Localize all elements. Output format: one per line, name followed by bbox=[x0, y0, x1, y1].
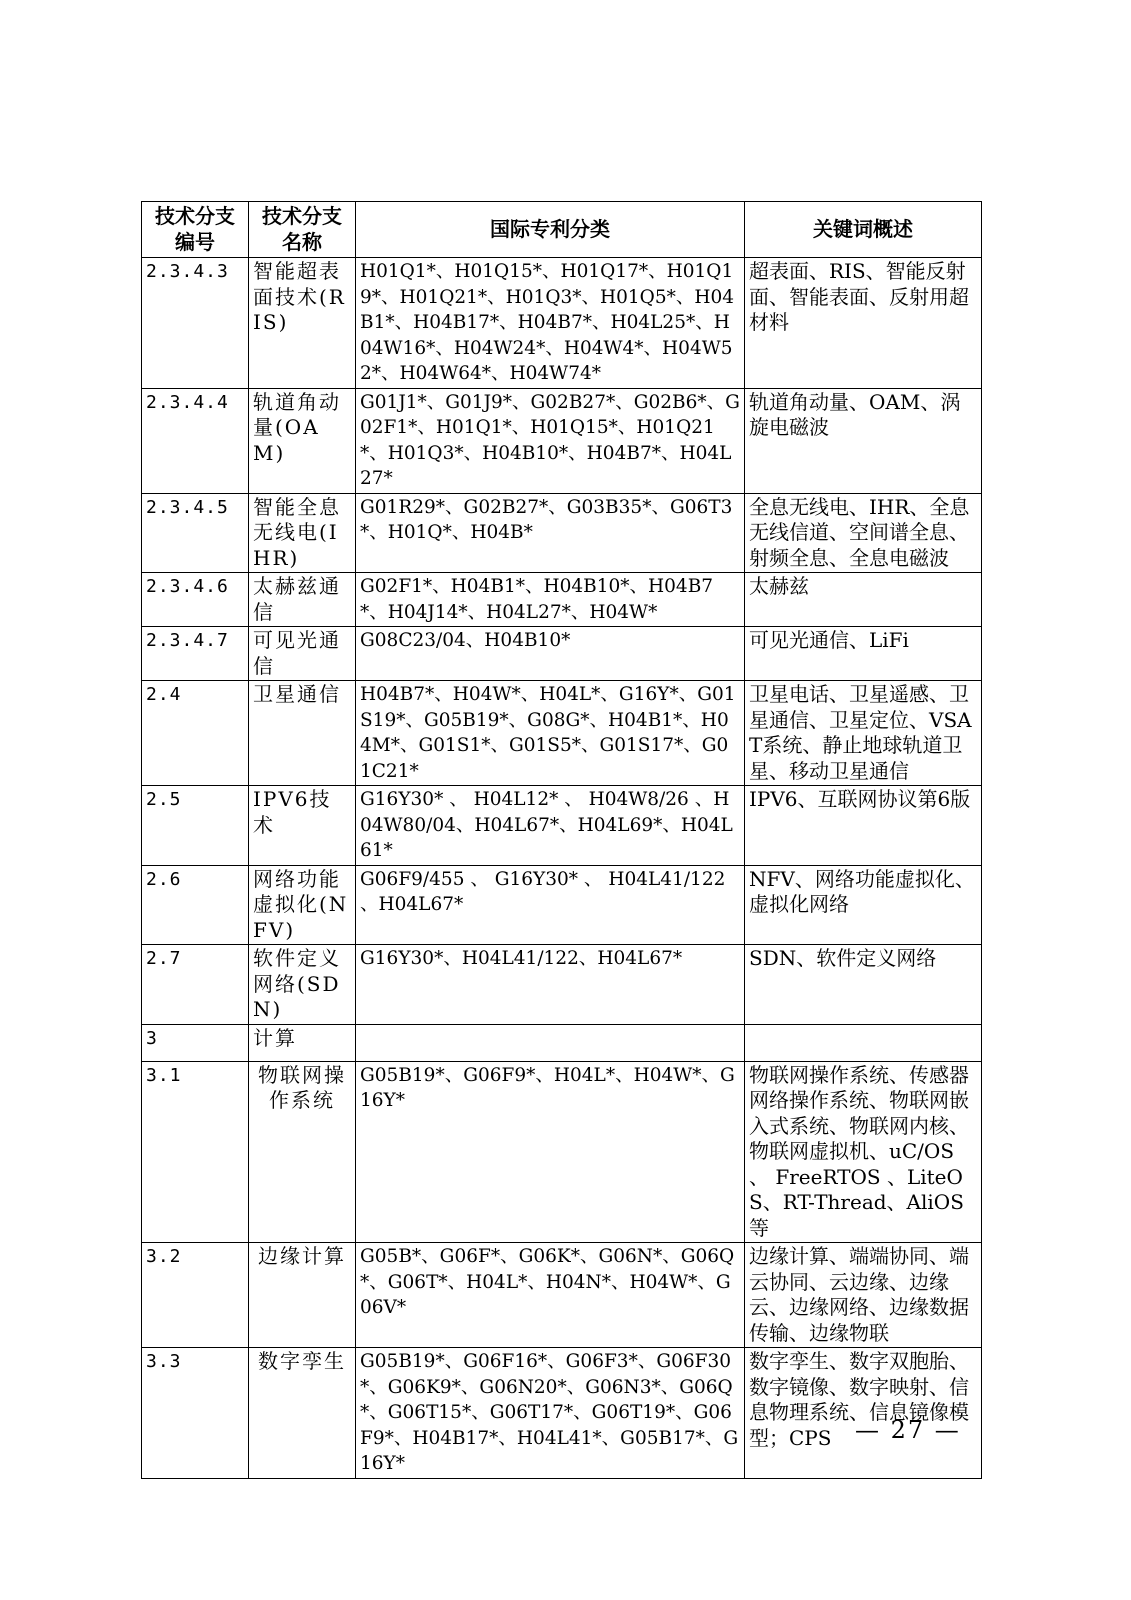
table-row bbox=[142, 493, 982, 573]
row-ipc: G16Y30*、H04L41/122、H04L67* bbox=[356, 945, 745, 1025]
row-keywords: 卫星电话、卫星遥感、卫星通信、卫星定位、VSAT系统、静止地球轨道卫星、移动卫星通信 bbox=[745, 681, 982, 786]
row-keywords: 可见光通信、LiFi bbox=[745, 627, 982, 681]
row-ipc: G08C23/04、H04B10* bbox=[356, 627, 745, 681]
row-keywords: 全息无线电、IHR、全息无线信道、空间谱全息、射频全息、全息电磁波 bbox=[745, 493, 982, 573]
row-name: 数字孪生 bbox=[249, 1348, 356, 1479]
row-ipc: G02F1*、H04B1*、H04B10*、H04B7*、H04J14*、H04L27*、H04W* bbox=[356, 573, 745, 627]
row-name: 太赫兹通信 bbox=[249, 573, 356, 627]
row-name: 计算 bbox=[249, 1024, 356, 1061]
table-row bbox=[142, 945, 982, 1025]
row-ipc: G05B19*、G06F9*、H04L*、H04W*、G16Y* bbox=[356, 1061, 745, 1243]
header-code: 技术分支编号 bbox=[142, 202, 249, 258]
row-code: 3.1 bbox=[142, 1061, 249, 1243]
row-ipc: G16Y30* 、 H04L12* 、 H04W8/26 、H04W80/04、H04L67*、H04L69*、H04L61* bbox=[356, 786, 745, 866]
row-keywords: 超表面、RIS、智能反射面、智能表面、反射用超材料 bbox=[745, 258, 982, 389]
table-row bbox=[142, 388, 982, 493]
row-code: 2.4 bbox=[142, 681, 249, 786]
row-ipc: G05B*、G06F*、G06K*、G06N*、G06Q*、G06T*、H04L*、H04N*、H04W*、G06V* bbox=[356, 1243, 745, 1348]
row-name: 网络功能虚拟化(NFV) bbox=[249, 865, 356, 945]
row-code: 3.3 bbox=[142, 1348, 249, 1479]
row-ipc: G05B19*、G06F16*、G06F3*、G06F30*、G06K9*、G06N20*、G06N3*、G06Q*、G06T15*、G06T17*、G06T19*、G06F9*、H04B17*、H04L41*、G05B17*、G16Y* bbox=[356, 1348, 745, 1479]
table-row bbox=[142, 1024, 982, 1061]
row-keywords: 边缘计算、端端协同、端云协同、云边缘、边缘云、边缘网络、边缘数据传输、边缘物联 bbox=[745, 1243, 982, 1348]
row-ipc bbox=[356, 1024, 745, 1061]
row-keywords: 太赫兹 bbox=[745, 573, 982, 627]
row-code: 2.6 bbox=[142, 865, 249, 945]
row-name: IPV6技术 bbox=[249, 786, 356, 866]
table-row bbox=[142, 865, 982, 945]
row-name: 边缘计算 bbox=[249, 1243, 356, 1348]
header-keywords: 关键词概述 bbox=[745, 202, 982, 258]
table-row bbox=[142, 1348, 982, 1479]
row-code: 2.5 bbox=[142, 786, 249, 866]
row-ipc: H04B7*、H04W*、H04L*、G16Y*、G01S19*、G05B19*、G08G*、H04B1*、H04M*、G01S1*、G01S5*、G01S17*、G01C21* bbox=[356, 681, 745, 786]
table-row bbox=[142, 1243, 982, 1348]
row-code: 2.3.4.7 bbox=[142, 627, 249, 681]
table-row bbox=[142, 1061, 982, 1243]
row-ipc: G01R29*、G02B27*、G03B35*、G06T3*、H01Q*、H04B* bbox=[356, 493, 745, 573]
row-name: 物联网操作系统 bbox=[249, 1061, 356, 1243]
row-name: 可见光通信 bbox=[249, 627, 356, 681]
row-keywords: SDN、软件定义网络 bbox=[745, 945, 982, 1025]
table-row bbox=[142, 258, 982, 389]
row-keywords: IPV6、互联网协议第6版 bbox=[745, 786, 982, 866]
row-code: 2.3.4.4 bbox=[142, 388, 249, 493]
document-sheet bbox=[141, 201, 981, 1479]
patent-classification-table bbox=[141, 201, 982, 1479]
row-keywords bbox=[745, 1024, 982, 1061]
row-keywords: 数字孪生、数字双胞胎、数字镜像、数字映射、信息物理系统、信息镜像模型；CPS bbox=[745, 1348, 982, 1479]
row-code: 2.3.4.5 bbox=[142, 493, 249, 573]
row-code: 2.3.4.3 bbox=[142, 258, 249, 389]
table-row bbox=[142, 627, 982, 681]
row-ipc: G01J1*、G01J9*、G02B27*、G02B6*、G02F1*、H01Q1*、H01Q15*、H01Q21*、H01Q3*、H04B10*、H04B7*、H04L27* bbox=[356, 388, 745, 493]
row-name: 卫星通信 bbox=[249, 681, 356, 786]
table-row bbox=[142, 681, 982, 786]
row-code: 3.2 bbox=[142, 1243, 249, 1348]
row-code: 3 bbox=[142, 1024, 249, 1061]
row-keywords: 物联网操作系统、传感器网络操作系统、物联网嵌入式系统、物联网内核、物联网虚拟机、uC/OS 、 FreeRTOS 、LiteOS、RT-Thread、AliOS等 bbox=[745, 1061, 982, 1243]
table-row bbox=[142, 786, 982, 866]
table-header-row bbox=[142, 202, 982, 258]
row-keywords: 轨道角动量、OAM、涡旋电磁波 bbox=[745, 388, 982, 493]
row-name: 软件定义网络(SDN) bbox=[249, 945, 356, 1025]
row-name: 智能超表面技术(RIS) bbox=[249, 258, 356, 389]
row-name: 轨道角动量(OAM) bbox=[249, 388, 356, 493]
table-row bbox=[142, 573, 982, 627]
row-ipc: H01Q1*、H01Q15*、H01Q17*、H01Q19*、H01Q21*、H01Q3*、H01Q5*、H04B1*、H04B17*、H04B7*、H04L25*、H04W16*、H04W24*、H04W4*、H04W52*、H04W64*、H04W74* bbox=[356, 258, 745, 389]
row-code: 2.3.4.6 bbox=[142, 573, 249, 627]
header-name: 技术分支名称 bbox=[249, 202, 356, 258]
row-ipc: G06F9/455 、 G16Y30* 、 H04L41/122 、H04L67* bbox=[356, 865, 745, 945]
row-code: 2.7 bbox=[142, 945, 249, 1025]
row-keywords: NFV、网络功能虚拟化、虚拟化网络 bbox=[745, 865, 982, 945]
row-name: 智能全息无线电(IHR) bbox=[249, 493, 356, 573]
page-number: — 27 — bbox=[855, 1416, 961, 1444]
header-ipc: 国际专利分类 bbox=[356, 202, 745, 258]
